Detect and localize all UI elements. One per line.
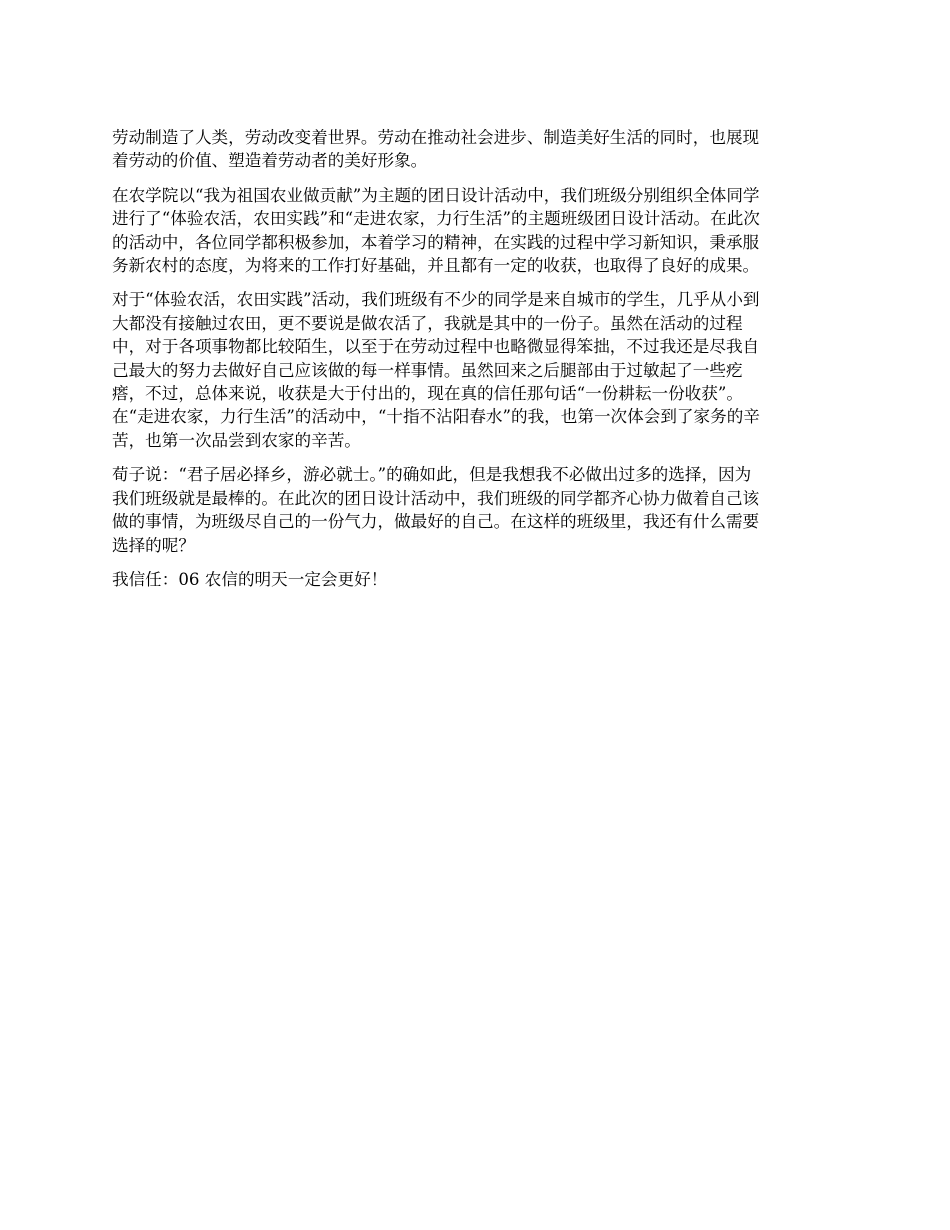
text-line: 的活动中，各位同学都积极参加，本着学习的精神，在实践的过程中学习新知识，秉承服 <box>112 232 760 252</box>
text-line: 中，对于各项事物都比较陌生，以至于在劳动过程中也略微显得笨拙，不过我还是尽我自 <box>112 337 760 357</box>
paragraph-4 <box>112 463 840 557</box>
text-line: 我们班级就是最棒的。在此次的团日设计活动中，我们班级的同学都齐心协力做着自己该 <box>112 488 760 508</box>
paragraph-3 <box>112 288 840 452</box>
paragraph-1 <box>112 126 840 173</box>
paragraph-2 <box>112 184 840 278</box>
text-line: 选择的呢？ <box>112 535 195 555</box>
text-line: 着劳动的价值、塑造着劳动者的美好形象。 <box>112 151 428 171</box>
text-line: 进行了“体验农活，农田实践”和“走进农家，力行生活”的主题班级团日设计活动。在此次 <box>112 209 760 229</box>
text-line: 对于“体验农活，农田实践”活动，我们班级有不少的同学是来自城市的学生，几乎从小到 <box>112 290 760 310</box>
text-line: 在“走进农家，力行生活”的活动中，“十指不沾阳春水”的我，也第一次体会到了家务的辛 <box>112 407 760 427</box>
text-line: 大都没有接触过农田，更不要说是做农活了，我就是其中的一份子。虽然在活动的过程 <box>112 313 743 333</box>
text-line: 苦，也第一次品尝到农家的辛苦。 <box>112 430 361 450</box>
text-line: 荀子说：“君子居必择乡，游必就士。”的确如此，但是我想我不必做出过多的选择，因为 <box>112 465 752 485</box>
text-line: 瘩，不过，总体来说，收获是大于付出的，现在真的信任那句话“一份耕耘一份收获”。 <box>112 384 743 404</box>
paragraph-5 <box>112 568 840 591</box>
text-line: 务新农村的态度，为将来的工作打好基础，并且都有一定的收获，也取得了良好的成果。 <box>112 256 760 276</box>
text-line: 我信任：06 农信的明天一定会更好！ <box>112 569 388 589</box>
text-line: 做的事情，为班级尽自己的一份气力，做最好的自己。在这样的班级里，我还有什么需要 <box>112 512 760 532</box>
text-line: 劳动制造了人类，劳动改变着世界。劳动在推动社会进步、制造美好生活的同时，也展现 <box>112 128 760 147</box>
text-line: 在农学院以“我为祖国农业做贡献”为主题的团日设计活动中，我们班级分别组织全体同学 <box>112 185 760 205</box>
text-line: 己最大的努力去做好自己应该做的每一样事情。虽然回来之后腿部由于过敏起了一些疙 <box>112 360 743 380</box>
document-page <box>112 126 840 602</box>
